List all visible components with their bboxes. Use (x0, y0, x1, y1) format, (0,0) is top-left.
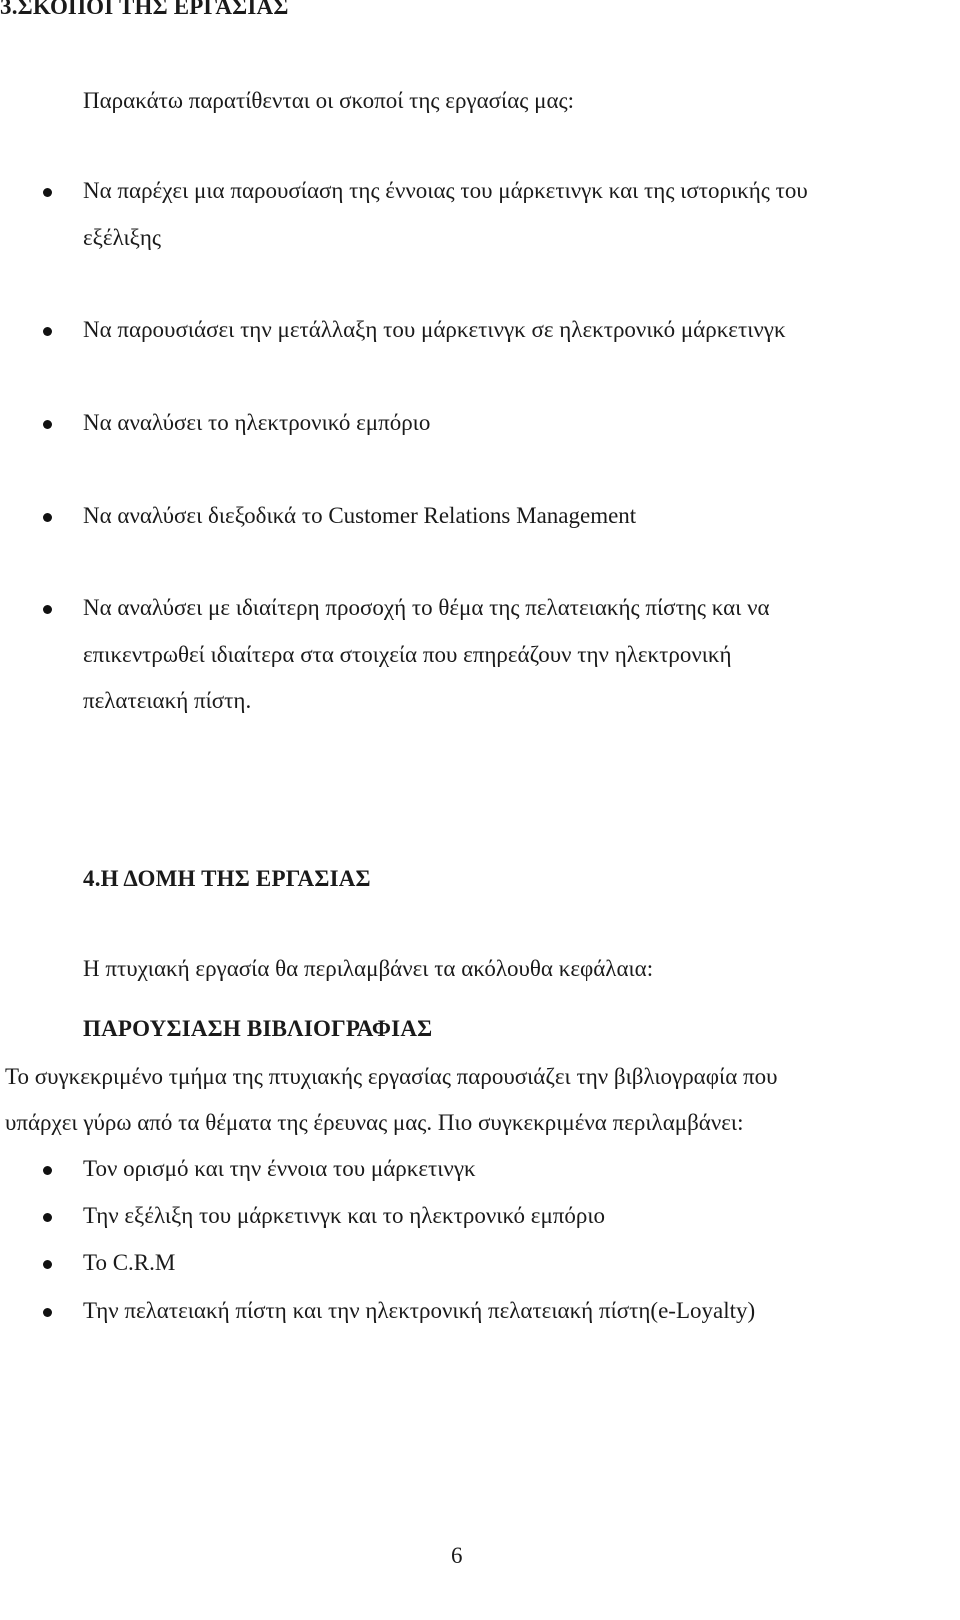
bullet-icon (43, 420, 52, 429)
list-item: Να αναλύσει με ιδιαίτερη προσοχή το θέμα της πελατειακής πίστης και να (83, 595, 770, 620)
list-item: Να αναλύσει το ηλεκτρονικό εμπόριο (83, 410, 431, 435)
paragraph-line: Το συγκεκριμένο τμήμα της πτυχιακής εργασίας παρουσιάζει την βιβλιογραφία που (5, 1064, 778, 1089)
list-item: Να αναλύσει διεξοδικά το Customer Relations Management (83, 503, 637, 528)
bullet-icon (43, 188, 52, 197)
bullet-icon (43, 513, 52, 522)
list-item-continuation: πελατειακή πίστη. (83, 688, 252, 713)
bullet-icon (43, 605, 52, 614)
list-item-continuation: επικεντρωθεί ιδιαίτερα στα στοιχεία που επηρεάζουν την ηλεκτρονική (83, 642, 732, 667)
list-item: Να παρουσιάσει την μετάλλαξη του μάρκετινγκ σε ηλεκτρονικό μάρκετινγκ (83, 317, 786, 342)
list-item-continuation: εξέλιξης (83, 225, 162, 250)
subheading: ΠΑΡΟΥΣΙΑΣΗ ΒΙΒΛΙΟΓΡΑΦΙΑΣ (83, 1016, 433, 1041)
paragraph-line: υπάρχει γύρω από τα θέματα της έρευνας μας. Πιο συγκεκριμένα περιλαμβάνει: (5, 1110, 744, 1135)
section-4-intro: Η πτυχιακή εργασία θα περιλαμβάνει τα ακόλουθα κεφάλαια: (83, 956, 654, 981)
bullet-icon (43, 1260, 52, 1269)
bullet-icon (43, 1213, 52, 1222)
page-number: 6 (451, 1543, 463, 1568)
list-item: Να παρέχει μια παρουσίαση της έννοιας του μάρκετινγκ και της ιστορικής του (83, 178, 808, 203)
section-4-heading: 4.Η ΔΟΜΗ ΤΗΣ ΕΡΓΑΣΙΑΣ (83, 866, 371, 891)
bullet-icon (43, 1308, 52, 1317)
section-3-heading: 3.ΣΚΟΠΟΙ ΤΗΣ ΕΡΓΑΣΙΑΣ (0, 0, 289, 19)
list-item: Το C.R.M (83, 1250, 176, 1275)
list-item: Την εξέλιξη του μάρκετινγκ και το ηλεκτρονικό εμπόριο (83, 1203, 606, 1228)
section-3-intro: Παρακάτω παρατίθενται οι σκοποί της εργασίας μας: (83, 88, 575, 113)
list-item: Τον ορισμό και την έννοια του μάρκετινγκ (83, 1156, 476, 1181)
list-item: Την πελατειακή πίστη και την ηλεκτρονική πελατειακή πίστη(e-Loyalty) (83, 1298, 756, 1323)
bullet-icon (43, 1166, 52, 1175)
bullet-icon (43, 327, 52, 336)
